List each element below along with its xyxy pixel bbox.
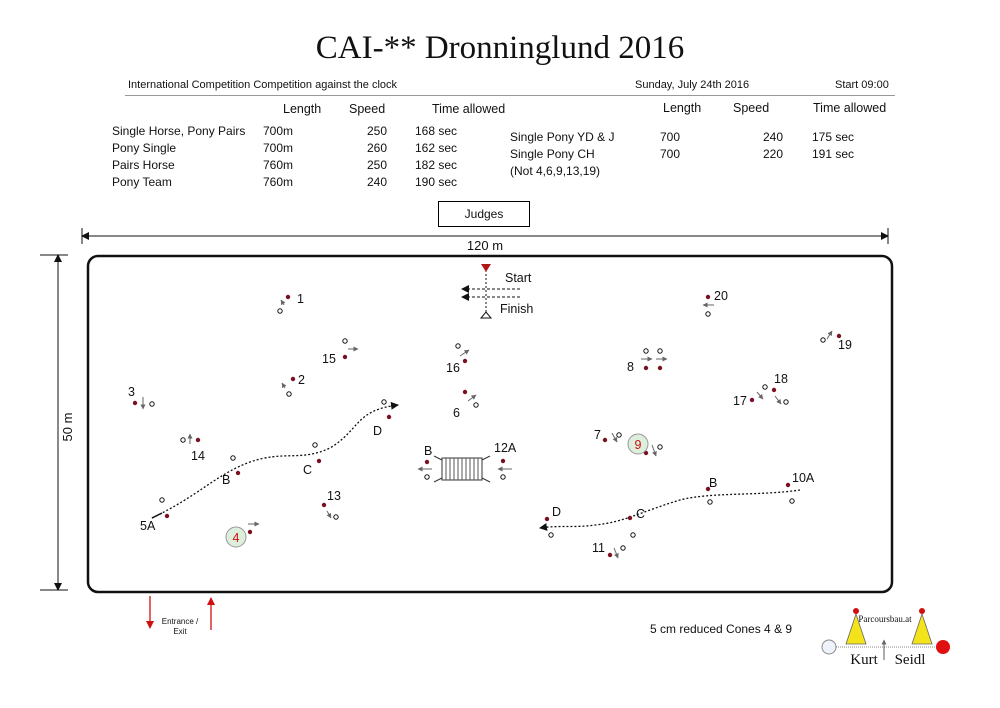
parcoursbau-logo <box>822 608 950 668</box>
left-row-length: 760m <box>263 175 294 189</box>
competition-name: International Competition Competition against the clock <box>128 79 398 91</box>
cone <box>165 514 169 518</box>
left-row-speed: 240 <box>366 175 387 189</box>
cone <box>181 438 185 442</box>
cone <box>278 309 282 313</box>
left-row-class: Single Horse, Pony Pairs <box>112 124 246 138</box>
reduced-cones-note: 5 cm reduced Cones 4 & 9 <box>650 622 793 636</box>
cone <box>617 433 621 437</box>
cone <box>387 415 391 419</box>
obstacle-12A-bridge <box>418 456 512 482</box>
cone <box>786 483 790 487</box>
cone <box>790 499 794 503</box>
red-ball-icon <box>936 640 950 654</box>
cone <box>763 385 767 389</box>
left-row-class: Pony Team <box>112 175 172 189</box>
obstacle-label-8: 8 <box>627 360 634 374</box>
gate-letter-D-left: D <box>373 424 383 438</box>
cone <box>784 400 788 404</box>
cone <box>456 344 460 348</box>
right-row-class: Single Pony YD & J <box>510 130 615 144</box>
width-dimension <box>82 228 888 253</box>
cone <box>658 349 662 353</box>
left-row-time: 162 sec <box>415 141 458 155</box>
height-label: 50 m <box>60 412 75 442</box>
obstacle-label-12A: 12A <box>494 441 517 455</box>
left-row-class: Pony Single <box>112 141 177 155</box>
cone <box>287 392 291 396</box>
cone <box>621 546 625 550</box>
obstacle-label-11: 11 <box>592 541 605 555</box>
cone <box>150 402 154 406</box>
right-row-length: 700 <box>660 130 681 144</box>
left-header-length: Length <box>283 102 322 116</box>
width-label: 120 m <box>466 238 504 253</box>
competition-date: Sunday, July 24th 2016 <box>635 79 750 91</box>
right-row-class: Single Pony CH <box>510 147 595 161</box>
cone <box>608 553 612 557</box>
entrance-label: Entrance / <box>161 617 199 626</box>
finish-flag-icon <box>481 312 491 318</box>
cone <box>603 438 607 442</box>
left-row-speed: 260 <box>366 141 387 155</box>
cone <box>750 398 754 402</box>
cone <box>708 500 712 504</box>
start-flag-icon <box>481 264 491 272</box>
gate-letter-D-right: D <box>552 505 562 519</box>
obstacle-label-2: 2 <box>298 373 305 387</box>
cone <box>291 377 295 381</box>
obstacle-label-5A: 5A <box>140 519 156 533</box>
right-row-time: 191 sec <box>812 147 855 161</box>
arena-boundary <box>88 256 892 592</box>
cone <box>463 359 467 363</box>
yellow-cone-icon <box>912 614 932 644</box>
cone <box>706 295 710 299</box>
cone <box>644 366 648 370</box>
left-row-length: 700m <box>263 141 294 155</box>
cone <box>706 312 710 316</box>
cone <box>286 295 290 299</box>
logo-last-name: Seidl <box>894 652 926 668</box>
cone <box>343 339 347 343</box>
left-row-time: 182 sec <box>415 158 458 172</box>
cone <box>501 459 505 463</box>
left-row-length: 700m <box>263 124 294 138</box>
judges-label: Judges <box>464 207 504 221</box>
left-row-speed: 250 <box>366 158 387 172</box>
obstacle-label-16: 16 <box>446 361 460 375</box>
cone <box>317 459 321 463</box>
cone <box>628 516 632 520</box>
height-dimension <box>40 255 75 590</box>
right-row-length: 700 <box>660 147 681 161</box>
gate-letter-B-right: B <box>709 476 718 490</box>
left-header-speed: Speed <box>349 102 386 116</box>
cones <box>133 295 841 558</box>
right-table-note: (Not 4,6,9,13,19) <box>510 164 601 178</box>
cone <box>631 533 635 537</box>
cone <box>313 443 317 447</box>
gate-letter-B-center: B <box>424 444 433 458</box>
right-header-length: Length <box>663 101 702 115</box>
obstacle-label-3: 3 <box>128 385 135 399</box>
obstacle-label-20: 20 <box>714 289 728 303</box>
left-row-speed: 250 <box>366 124 387 138</box>
left-header-time: Time allowed <box>432 102 506 116</box>
obstacle-label-10A: 10A <box>792 471 815 485</box>
cone <box>644 349 648 353</box>
start-label: Start <box>505 271 532 285</box>
cone <box>425 460 429 464</box>
obstacle-label-4: 4 <box>232 531 240 545</box>
obstacle-label-7: 7 <box>594 428 601 442</box>
cone-ball-icon <box>853 608 859 614</box>
gate-letter-C-left: C <box>303 463 313 477</box>
cone <box>821 338 825 342</box>
cone <box>133 401 137 405</box>
right-row-time: 175 sec <box>812 130 855 144</box>
cone <box>658 366 662 370</box>
start-finish <box>462 264 533 318</box>
cone <box>425 475 429 479</box>
cone <box>501 475 505 479</box>
right-row-speed: 240 <box>762 130 783 144</box>
cone <box>549 533 553 537</box>
cone <box>248 530 252 534</box>
gate-letter-B-left: B <box>222 473 231 487</box>
left-row-class: Pairs Horse <box>112 158 175 172</box>
right-header-speed: Speed <box>733 101 770 115</box>
right-header-time: Time allowed <box>813 101 887 115</box>
obstacle-label-15: 15 <box>322 352 336 366</box>
left-row-length: 760m <box>263 158 294 172</box>
cone-ball-icon <box>919 608 925 614</box>
route-start-mark <box>152 513 162 518</box>
logo-first-name: Kurt <box>850 652 878 668</box>
obstacle-label-6: 6 <box>453 406 460 420</box>
obstacle-label-19: 19 <box>838 338 852 352</box>
obstacle-label-13: 13 <box>327 489 341 503</box>
right-row-speed: 220 <box>762 147 783 161</box>
cone <box>343 355 347 359</box>
cone <box>322 503 326 507</box>
route-left-serpentine <box>152 405 398 518</box>
cone <box>658 445 662 449</box>
cone <box>545 517 549 521</box>
cone <box>236 471 240 475</box>
logo-top-text: Parcoursbau.at <box>858 614 912 624</box>
route-right-serpentine <box>540 490 800 528</box>
obstacle-label-1: 1 <box>297 292 304 306</box>
cone <box>463 390 467 394</box>
left-row-time: 190 sec <box>415 175 458 189</box>
cone <box>196 438 200 442</box>
cone <box>160 498 164 502</box>
cone <box>382 400 386 404</box>
obstacle-label-9: 9 <box>634 438 642 452</box>
start-time: Start 09:00 <box>835 79 889 91</box>
page-title: CAI-** Dronninglund 2016 <box>315 30 685 66</box>
left-row-time: 168 sec <box>415 124 458 138</box>
cone <box>772 388 776 392</box>
entrance-exit <box>150 596 211 636</box>
cone <box>231 456 235 460</box>
cone <box>334 515 338 519</box>
cone <box>474 403 478 407</box>
obstacle-label-17: 17 <box>733 394 747 408</box>
gate-letter-C-right: C <box>636 507 646 521</box>
obstacle-label-14: 14 <box>191 449 205 463</box>
exit-label: Exit <box>173 627 187 636</box>
obstacle-label-18: 18 <box>774 372 788 386</box>
finish-label: Finish <box>500 302 534 316</box>
white-ball-icon <box>822 640 836 654</box>
